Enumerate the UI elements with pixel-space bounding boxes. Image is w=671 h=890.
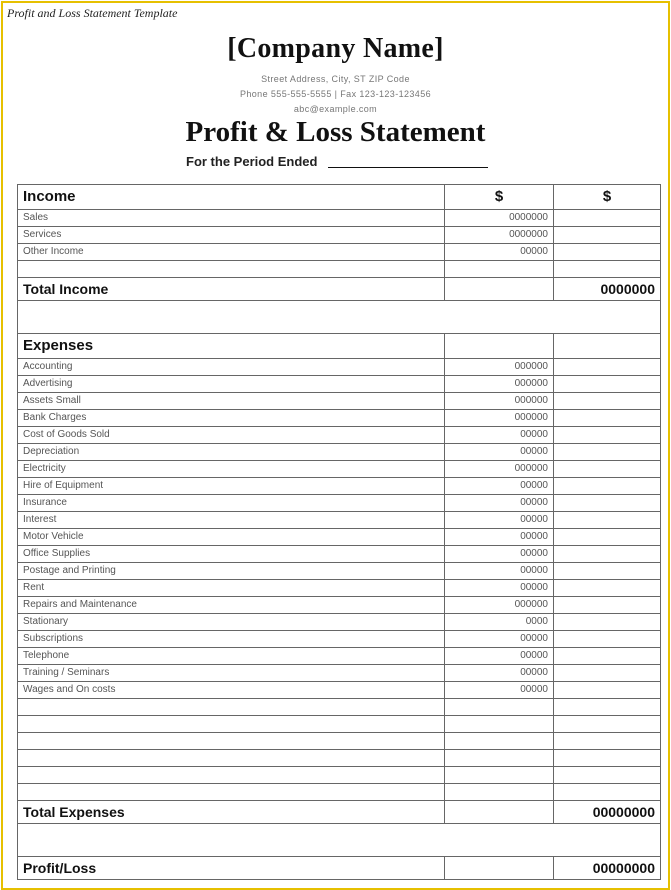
line-item-label: Postage and Printing: [18, 563, 445, 580]
line-item-amount: 0000000: [445, 210, 554, 227]
line-item-amount: 00000: [445, 563, 554, 580]
table-row: [18, 393, 661, 410]
company-address: Street Address, City, ST ZIP Code: [261, 74, 410, 84]
table-row: [18, 546, 661, 563]
line-item-amount: 00000: [445, 444, 554, 461]
table-row: [18, 529, 661, 546]
table-row: [18, 427, 661, 444]
line-item-total-cell: [554, 227, 661, 244]
line-item-amount: 00000: [445, 427, 554, 444]
line-item-total-cell: [554, 461, 661, 478]
table-row: [18, 461, 661, 478]
table-row: [18, 359, 661, 376]
line-item-amount: 000000: [445, 461, 554, 478]
line-item-total-cell: [554, 631, 661, 648]
line-item-label: Depreciation: [18, 444, 445, 461]
period-blank-line: [328, 167, 488, 168]
total-expenses-label: Total Expenses: [18, 801, 445, 824]
expenses-header-row: [18, 334, 661, 359]
line-item-amount: 00000: [445, 665, 554, 682]
table-row: [18, 614, 661, 631]
currency-header-2: $: [554, 185, 661, 210]
table-row: [18, 512, 661, 529]
line-item-label: Wages and On costs: [18, 682, 445, 699]
table-row: [18, 682, 661, 699]
company-email: abc@example.com: [293, 104, 378, 114]
table-row: [18, 244, 661, 261]
line-item-total-cell: [554, 648, 661, 665]
table-row: [18, 580, 661, 597]
line-item-label: Cost of Goods Sold: [18, 427, 445, 444]
line-item-amount: 0000000: [445, 227, 554, 244]
line-item-amount: 00000: [445, 495, 554, 512]
line-item-label: Advertising: [18, 376, 445, 393]
line-item-total-cell: [554, 597, 661, 614]
profit-loss-table: [17, 184, 661, 880]
line-item-label: Electricity: [18, 461, 445, 478]
statement-title: Profit & Loss Statement: [185, 116, 486, 148]
expenses-header: Expenses: [18, 334, 445, 359]
spacer-row: [18, 301, 661, 334]
table-row: [18, 227, 661, 244]
empty-row: [18, 716, 661, 733]
table-row: [18, 444, 661, 461]
line-item-total-cell: [554, 427, 661, 444]
profit-loss-label: Profit/Loss: [18, 857, 445, 880]
line-item-label: Telephone: [18, 648, 445, 665]
line-item-amount: 00000: [445, 512, 554, 529]
total-expenses-value: 00000000: [554, 801, 661, 824]
table-row: [18, 478, 661, 495]
profit-loss-value: 00000000: [554, 857, 661, 880]
line-item-label: Stationary: [18, 614, 445, 631]
line-item-label: Hire of Equipment: [18, 478, 445, 495]
total-income-row: [18, 278, 661, 301]
total-income-value: 0000000: [554, 278, 661, 301]
line-item-amount: 00000: [445, 580, 554, 597]
line-item-total-cell: [554, 359, 661, 376]
line-item-total-cell: [554, 393, 661, 410]
table-row: [18, 648, 661, 665]
table-row: [18, 563, 661, 580]
line-item-amount: 000000: [445, 393, 554, 410]
profit-loss-row: [18, 857, 661, 880]
currency-header-1: $: [445, 185, 554, 210]
line-item-total-cell: [554, 682, 661, 699]
line-item-label: Subscriptions: [18, 631, 445, 648]
line-item-label: Office Supplies: [18, 546, 445, 563]
table-row: [18, 665, 661, 682]
line-item-label: Assets Small: [18, 393, 445, 410]
document-frame: [1, 1, 670, 890]
line-item-amount: 000000: [445, 376, 554, 393]
table-row: [18, 631, 661, 648]
table-row: [18, 495, 661, 512]
spacer-row: [18, 824, 661, 857]
template-title: Profit and Loss Statement Template: [7, 6, 178, 20]
line-item-total-cell: [554, 210, 661, 227]
line-item-total-cell: [554, 546, 661, 563]
line-item-total-cell: [554, 244, 661, 261]
period-label: For the Period Ended: [186, 154, 318, 169]
line-item-amount: 00000: [445, 546, 554, 563]
line-item-total-cell: [554, 495, 661, 512]
line-item-amount: 00000: [445, 631, 554, 648]
company-name: [Company Name]: [227, 33, 444, 64]
company-contact: Phone 555-555-5555 | Fax 123-123-123456: [239, 89, 432, 99]
line-item-total-cell: [554, 478, 661, 495]
line-item-amount: 0000: [445, 614, 554, 631]
line-item-total-cell: [554, 410, 661, 427]
table-row: [18, 597, 661, 614]
line-item-label: Rent: [18, 580, 445, 597]
income-header: Income: [18, 185, 445, 210]
line-item-amount: 00000: [445, 648, 554, 665]
line-item-total-cell: [554, 444, 661, 461]
line-item-label: Insurance: [18, 495, 445, 512]
line-item-total-cell: [554, 614, 661, 631]
table-row: [18, 376, 661, 393]
empty-row: [18, 733, 661, 750]
line-item-label: Repairs and Maintenance: [18, 597, 445, 614]
empty-row: [18, 699, 661, 716]
line-item-label: Other Income: [18, 244, 445, 261]
line-item-total-cell: [554, 580, 661, 597]
line-item-label: Training / Seminars: [18, 665, 445, 682]
income-header-row: [18, 185, 661, 210]
line-item-label: Bank Charges: [18, 410, 445, 427]
total-expenses-row: [18, 801, 661, 824]
line-item-label: Interest: [18, 512, 445, 529]
line-item-amount: 00000: [445, 529, 554, 546]
line-item-label: Sales: [18, 210, 445, 227]
line-item-total-cell: [554, 665, 661, 682]
line-item-amount: 000000: [445, 410, 554, 427]
line-item-total-cell: [554, 376, 661, 393]
empty-row: [18, 784, 661, 801]
line-item-amount: 00000: [445, 478, 554, 495]
line-item-label: Accounting: [18, 359, 445, 376]
total-income-label: Total Income: [18, 278, 445, 301]
empty-row: [18, 750, 661, 767]
table-row: [18, 210, 661, 227]
line-item-label: Motor Vehicle: [18, 529, 445, 546]
empty-row: [18, 767, 661, 784]
line-item-total-cell: [554, 529, 661, 546]
line-item-amount: 00000: [445, 682, 554, 699]
line-item-total-cell: [554, 563, 661, 580]
line-item-total-cell: [554, 512, 661, 529]
table-row: [18, 410, 661, 427]
empty-row: [18, 261, 661, 278]
line-item-label: Services: [18, 227, 445, 244]
line-item-amount: 000000: [445, 597, 554, 614]
line-item-amount: 00000: [445, 244, 554, 261]
line-item-amount: 000000: [445, 359, 554, 376]
